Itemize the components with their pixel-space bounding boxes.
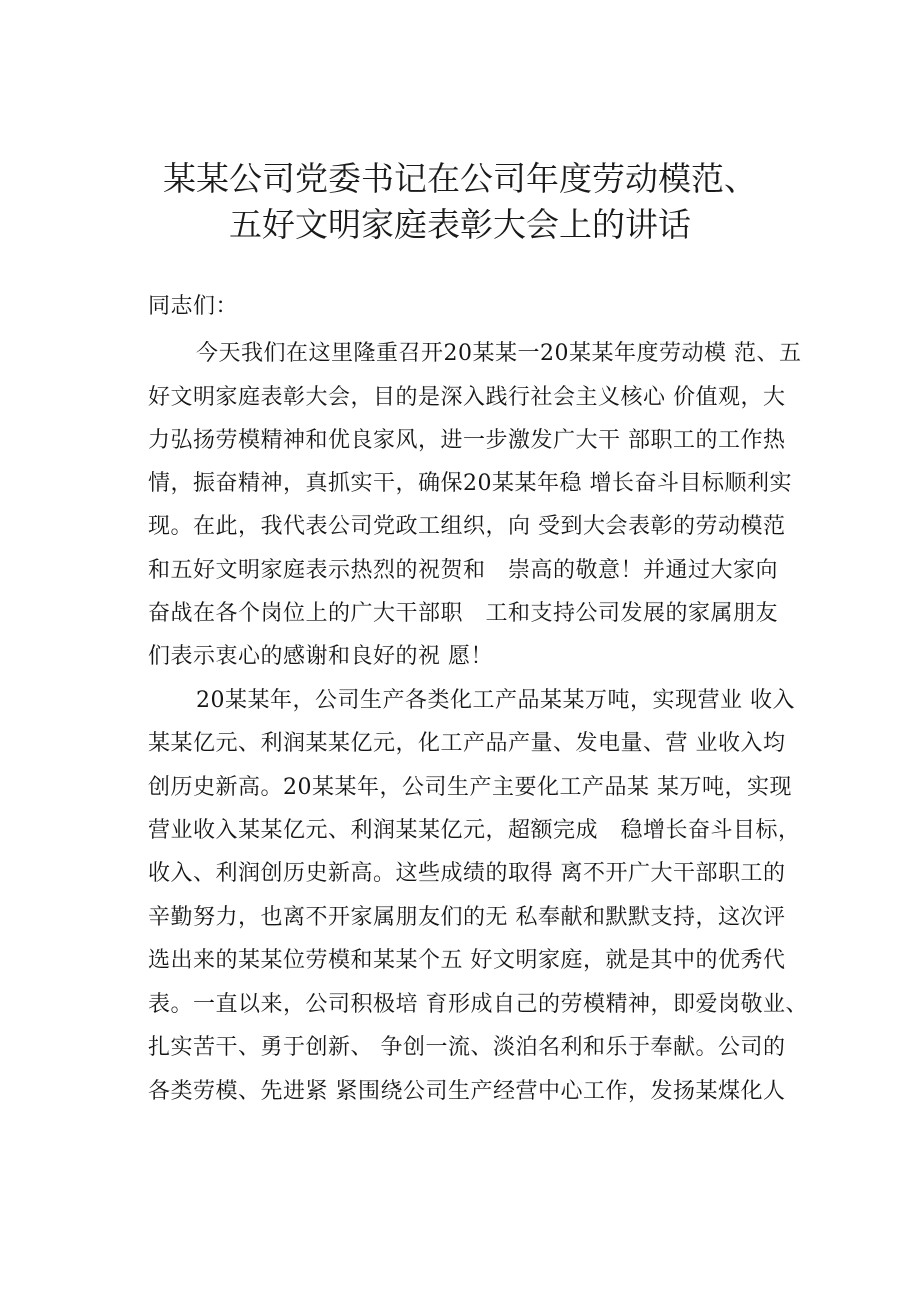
paragraph-line: 辛勤努力，也离不开家属朋友们的无 私奉献和默默支持，这次评: [148, 905, 786, 930]
paragraph-line: 各类劳模、先进紧 紧围绕公司生产经营中心工作，发扬某煤化人: [148, 1079, 786, 1104]
paragraph-line: 收入、利润创历史新高。这些成绩的取得 离不开广大干部职工的: [148, 861, 786, 886]
paragraph-line: 创历史新高。20某某年，公司生产主要化工产品某 某万吨，实现: [148, 775, 792, 800]
paragraph-line: 奋战在各个岗位上的广大干部职 工和支持公司发展的家属朋友: [148, 601, 778, 626]
paragraph-line: 某某亿元、利润某某亿元，化工产品产量、发电量、营 业收入均: [148, 731, 786, 756]
paragraph-line: 情，振奋精神，真抓实干，确保20某某年稳 增长奋斗目标顺利实: [148, 471, 792, 496]
paragraph-line: 选出来的某某位劳模和某某个五 好文明家庭，就是其中的优秀代: [148, 948, 786, 973]
salutation: 同志们：: [148, 294, 239, 319]
paragraph-line: 力弘扬劳模精神和优良家风，进一步激发广大干 部职工的工作热: [148, 428, 786, 453]
paragraph-line: 们表示衷心的感谢和良好的祝 愿！: [148, 644, 493, 669]
paragraph-line: 和五好文明家庭表示热烈的祝贺和 崇高的敬意！并通过大家向: [148, 558, 778, 583]
paragraph-line: 现。在此，我代表公司党政工组织，向 受到大会表彰的劳动模范: [148, 514, 786, 539]
paragraph-line: 扎实苦干、勇于创新、 争创一流、淡泊名利和乐于奉献。公司的: [148, 1035, 786, 1060]
paragraph-line: 今天我们在这里隆重召开20某某一20某某年度劳动模 范、五: [196, 341, 802, 366]
document-title-line-1: 某某公司党委书记在公司年度劳动模范、: [163, 159, 757, 198]
paragraph-line: 好文明家庭表彰大会，目的是深入践行社会主义核心 价值观，大: [148, 385, 786, 410]
paragraph-line: 20某某年，公司生产各类化工产品某某万吨，实现营业 收入: [196, 688, 795, 713]
paragraph-line: 表。一直以来，公司积极培 育形成自己的劳模精神，即爱岗敬业、: [148, 992, 808, 1017]
paragraph-line: 营业收入某某亿元、利润某某亿元，超额完成 稳增长奋斗目标，: [148, 818, 801, 843]
document-title-line-2: 五好文明家庭表彰大会上的讲话: [229, 205, 691, 244]
